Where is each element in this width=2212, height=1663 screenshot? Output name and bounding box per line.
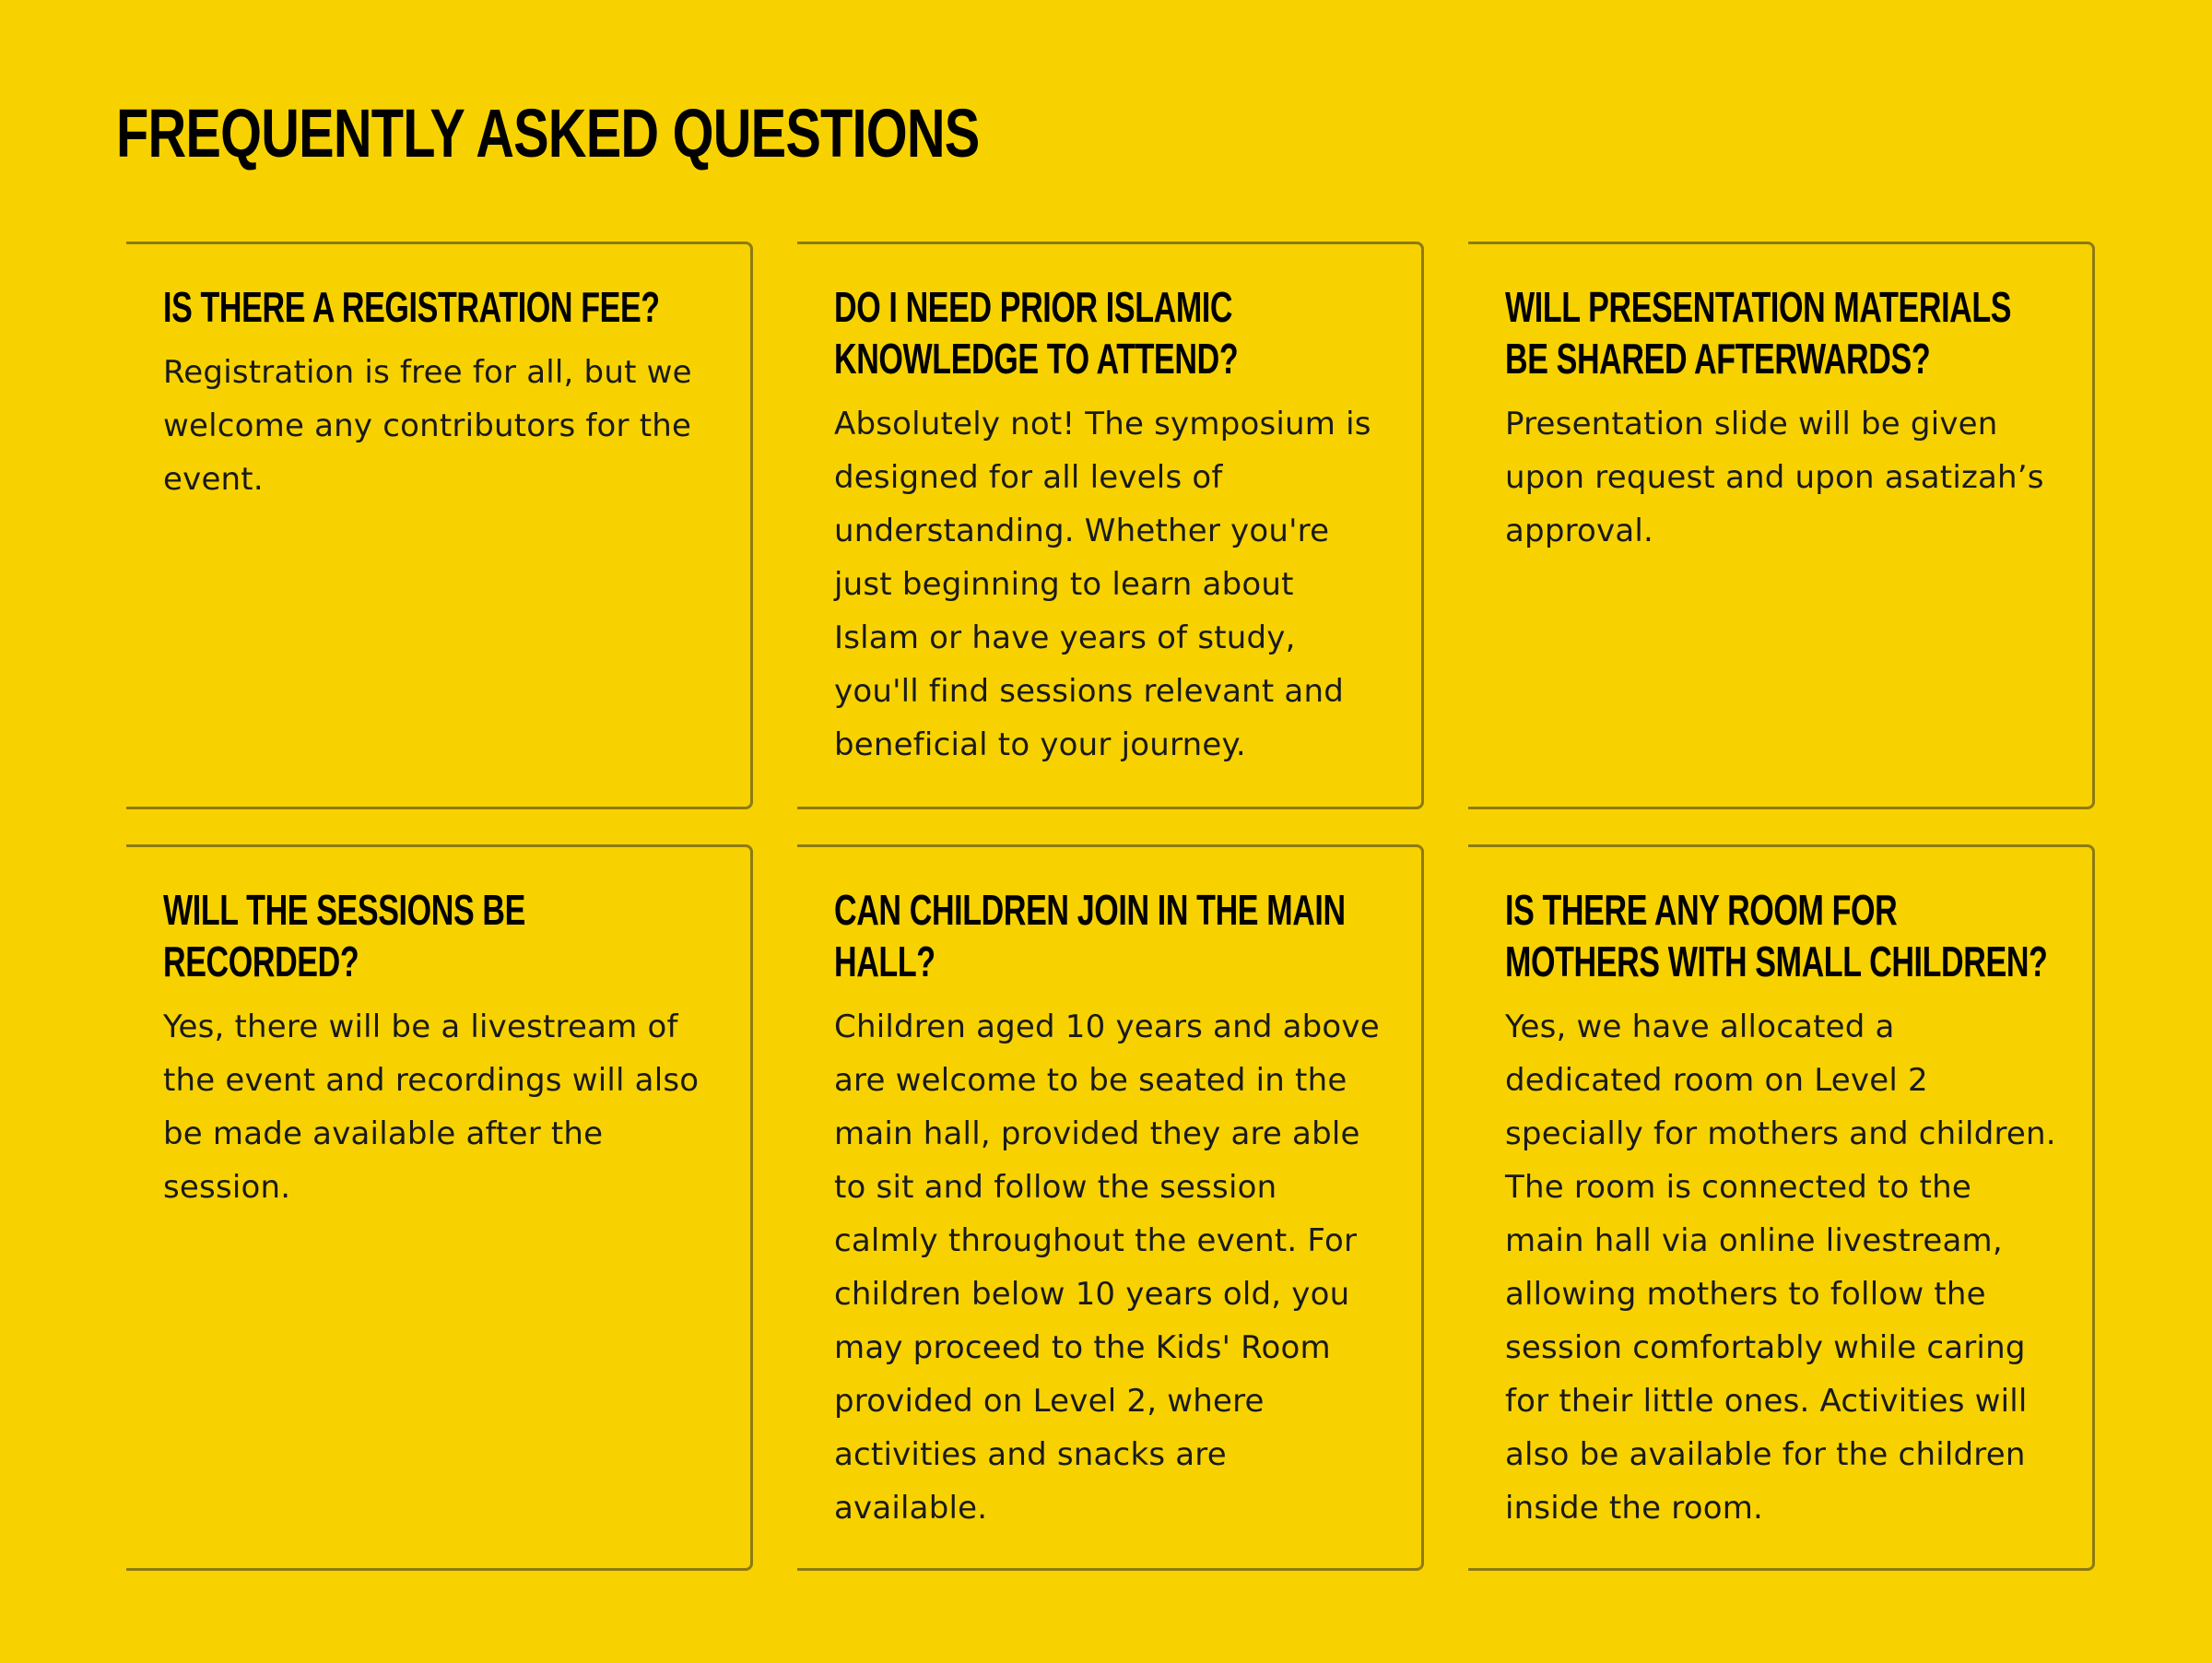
faq-answer: Yes, we have allocated a dedicated room on Level 2 specially for mothers and children. The room is connected to the main hall via online livestream, allowing mothers to follow the session comfortably while caring for their little ones. Activities will also be available for the children inside the room. bbox=[1505, 1008, 2056, 1527]
faq-question: WILL PRESENTATION MATERIALS BE SHARED AFTERWARDS? bbox=[1505, 283, 2012, 383]
faq-card-mothers-room bbox=[1468, 844, 2095, 1571]
faq-grid bbox=[126, 242, 2095, 1571]
faq-card-recordings bbox=[126, 844, 753, 1571]
faq-question: CAN CHILDREN JOIN IN THE MAIN HALL? bbox=[834, 886, 1346, 985]
faq-answer: Presentation slide will be given upon request and upon asatizah’s approval. bbox=[1505, 406, 2044, 549]
faq-question: DO I NEED PRIOR ISLAMIC KNOWLEDGE TO ATTEND? bbox=[834, 283, 1239, 383]
faq-answer: Yes, there will be a livestream of the event and recordings will also be made available after the session. bbox=[163, 1008, 700, 1206]
faq-card-children-main-hall bbox=[797, 844, 1424, 1571]
faq-card-prior-knowledge bbox=[797, 242, 1424, 809]
faq-card-presentation-materials bbox=[1468, 242, 2095, 809]
faq-question: WILL THE SESSIONS BE RECORDED? bbox=[163, 886, 525, 985]
faq-card-registration-fee bbox=[126, 242, 753, 809]
page-title: FREQUENTLY ASKED QUESTIONS bbox=[116, 95, 980, 171]
faq-question: IS THERE A REGISTRATION FEE? bbox=[163, 283, 660, 331]
faq-answer: Registration is free for all, but we welcome any contributors for the event. bbox=[163, 354, 692, 498]
faq-answer: Children aged 10 years and above are welcome to be seated in the main hall, provided they are able to sit and follow the session calmly throughout the event. For children below 10 years old, you may proceed to the Kids' Room provided on Level 2, where activities and snacks are available. bbox=[834, 1008, 1380, 1527]
faq-question: IS THERE ANY ROOM FOR MOTHERS WITH SMALL CHILDREN? bbox=[1505, 886, 2048, 985]
faq-answer: Absolutely not! The symposium is designed for all levels of understanding. Whether you're just beginning to learn about Islam or have years of study, you'll find sessions relevant and beneficial to your journey. bbox=[834, 406, 1371, 763]
